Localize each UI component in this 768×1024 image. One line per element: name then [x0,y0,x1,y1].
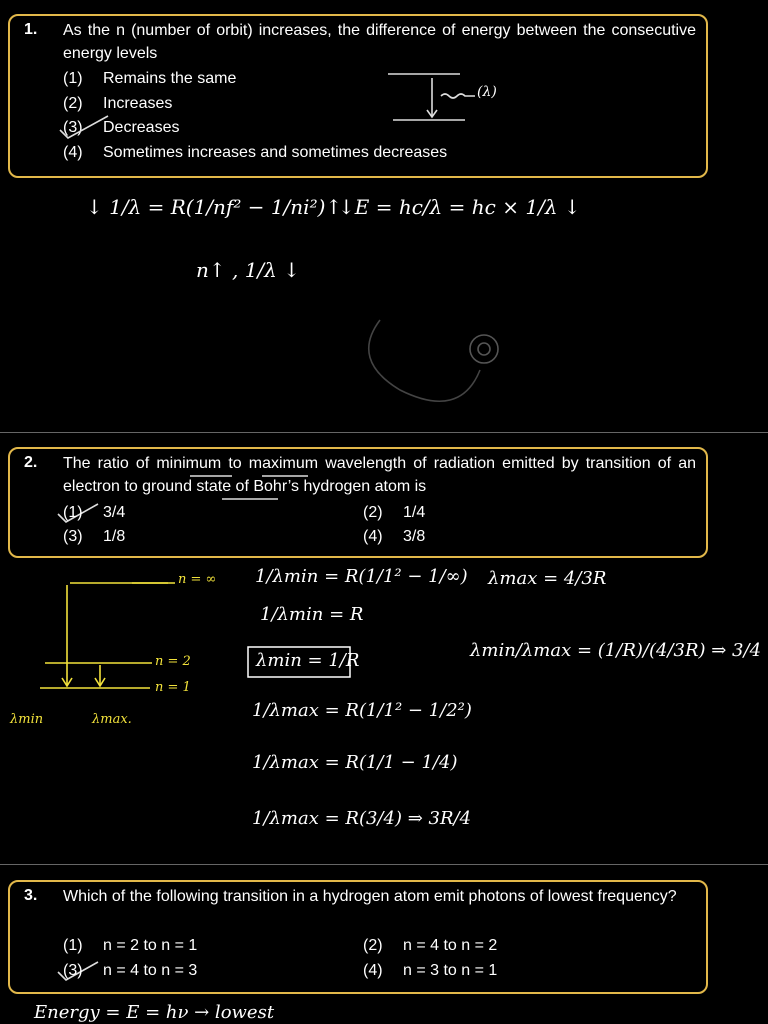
option-text: n = 4 to n = 3 [103,962,198,979]
option-number: (4) [363,962,383,979]
option-text: Remains the same [103,70,237,87]
option-text: n = 2 to n = 1 [103,937,198,954]
section-divider [0,864,768,865]
option-text: 3/8 [403,528,426,545]
option-text: Sometimes increases and sometimes decreases [103,144,448,161]
q2-work-l6: 1/λmax = R(3/4) ⇒ 3R/4 [252,808,472,829]
q2-work-l3: λmin = 1/R [256,650,360,671]
question-text: The ratio of minimum to maximum wavelength of radiation emitted by transition of an electron to ground state of Bohr’s hydrogen atom is [63,455,696,495]
q1-diagram-label: (λ) [477,84,497,100]
option-4[interactable] [363,959,497,982]
option-number: (1) [63,504,83,521]
q2-work-l5: 1/λmax = R(1/1 − 1/4) [252,752,458,773]
q1-work-eq1: ↓ 1/λ = R(1/nf² − 1/ni²)↑ [86,195,343,219]
option-number: (3) [63,528,83,545]
lambda-min-label: λmin [10,712,44,727]
q2-work-r1: λmax = 4/3R [488,568,607,589]
option-text: 1/8 [103,528,126,545]
lambda-max-label: λmax. [92,712,132,727]
option-4[interactable] [363,525,425,548]
question-number: 3. [24,887,38,904]
section-divider [0,432,768,433]
q2-work-r2: λmin/λmax = (1/R)/(4/3R) ⇒ 3/4 [470,640,762,661]
option-number: (3) [63,119,83,136]
option-2[interactable] [363,501,425,524]
question-3-box [8,880,708,994]
q1-work-eq3: n↑ , 1/λ ↓ [196,258,300,282]
option-number: (4) [363,528,383,545]
option-number: (3) [63,962,83,979]
option-text: Increases [103,95,173,112]
option-3[interactable] [63,959,197,982]
option-1[interactable] [63,501,125,524]
option-text: n = 3 to n = 1 [403,962,498,979]
level-n-1: n = 1 [155,680,191,695]
q2-work-l1: 1/λmin = R(1/1² − 1/∞) [255,566,468,587]
question-number: 2. [24,454,38,471]
option-1[interactable] [63,934,197,957]
option-text: n = 4 to n = 2 [403,937,498,954]
q3-work-e1: Energy = E = hν → lowest [34,1002,275,1023]
option-number: (1) [63,70,83,87]
option-3[interactable] [63,525,125,548]
question-text: Which of the following transition in a hydrogen atom emit photons of lowest frequency? [63,888,677,905]
option-text: 3/4 [103,504,126,521]
level-n-infinity: n = ∞ [178,572,217,587]
option-number: (4) [63,144,83,161]
option-text: 1/4 [403,504,426,521]
option-number: (2) [63,95,83,112]
option-text: Decreases [103,119,180,136]
question-2-box [8,447,708,558]
option-2[interactable] [363,934,497,957]
option-number: (1) [63,937,83,954]
q2-work-l2: 1/λmin = R [260,604,364,625]
level-n-2: n = 2 [155,654,191,669]
option-number: (2) [363,937,383,954]
option-number: (2) [363,504,383,521]
question-number: 1. [24,21,38,38]
question-text: As the n (number of orbit) increases, the difference of energy between the consecutive energy levels [63,22,696,62]
q1-work-eq2: ↓E = hc/λ = hc × 1/λ ↓ [338,195,581,219]
q2-work-l4: 1/λmax = R(1/1² − 1/2²) [252,700,472,721]
